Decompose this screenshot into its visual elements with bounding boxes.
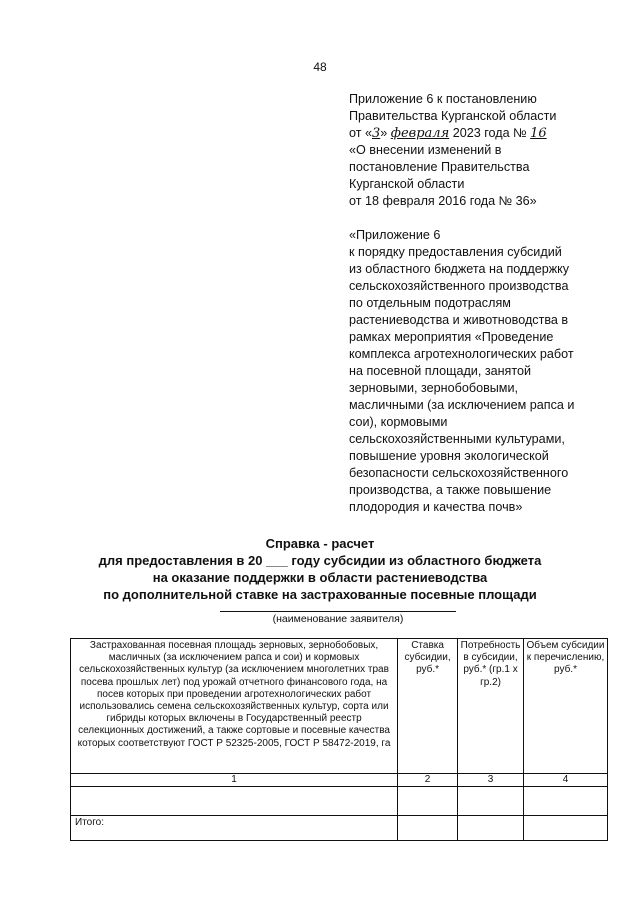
table-cell (71, 787, 398, 816)
order-line: «Приложение 6 (349, 228, 441, 242)
column-number: 2 (398, 774, 458, 787)
order-line: растениеводства и животноводства в (349, 313, 569, 327)
order-line: к порядку предоставления субсидий (349, 245, 562, 259)
table-row (71, 787, 608, 816)
table-header-row (71, 639, 608, 774)
appendix-line: Правительства Курганской области (349, 109, 557, 123)
order-line: безопасности сельскохозяйственного (349, 466, 569, 480)
column-number: 4 (524, 774, 608, 787)
order-line: масличными (за исключением рапса и (349, 398, 575, 412)
date-month-handwritten: февраля (390, 126, 450, 141)
total-row (71, 816, 608, 841)
header-cell-need: Потребность в субсидии, руб.* (гр.1 х гр.2) (458, 639, 524, 774)
table-cell (398, 816, 458, 841)
calculation-table (70, 638, 608, 841)
appendix-line: Приложение 6 к постановлению (349, 92, 537, 106)
appendix-line: от 18 февраля 2016 года № 36» (349, 194, 537, 208)
column-number: 1 (71, 774, 398, 787)
header-cell-rate: Ставка субсидии, руб.* (398, 639, 458, 774)
table-cell (398, 787, 458, 816)
doc-number-handwritten: 16 (530, 126, 547, 141)
title-line: Справка - расчет (265, 536, 375, 551)
appendix-line: «О внесении изменений в (349, 143, 502, 157)
order-line: производства, а также повышение (349, 483, 552, 497)
date-year: 2023 года № (452, 126, 527, 140)
title-line: по дополнительной ставке на застрахованные посевные площади (103, 587, 537, 602)
appendix-block (349, 91, 619, 516)
appendix-line: Курганской области (349, 177, 465, 191)
table-cell (524, 787, 608, 816)
column-number-row (71, 774, 608, 787)
order-line: повышение уровня экологической (349, 449, 549, 463)
page-number: 48 (313, 60, 327, 74)
header-cell-area: Застрахованная посевная площадь зерновых, зернобобовых, масличных (за исключением рапса и сои) и кормовых сельскохозяйственных культур (за исключением многолетних трав посева прошлых лет) под урожай отчетного финансового года, на посев которых при проведении агротехнологических работ использовались семена сельскохозяйственных культур, сорта или гибриды которых включены в Государственный реестр селекционных достижений, а также сортовые и посевные качества которых соответствуют ГОСТ Р 52325-2005, ГОСТ Р 58472-2019, га (71, 639, 398, 774)
title-line: на оказание поддержки в области растениеводства (152, 570, 488, 585)
order-line: сельскохозяйственного производства (349, 279, 569, 293)
document-title (0, 535, 640, 603)
appendix-date-line (349, 125, 619, 142)
applicant-name-caption: (наименование заявителя) (220, 611, 456, 625)
table-cell (524, 816, 608, 841)
table-cell (458, 787, 524, 816)
header-cell-volume: Объем субсидии к перечислению, руб.* (524, 639, 608, 774)
order-line: плодородия и качества почв» (349, 500, 523, 514)
order-line: сельскохозяйственными культурами, (349, 432, 565, 446)
order-line: комплекса агротехнологических работ (349, 347, 574, 361)
order-line: по отдельным подотраслям (349, 296, 511, 310)
order-line: рамках мероприятия «Проведение (349, 330, 554, 344)
order-line: на посевной площади, занятой (349, 364, 532, 378)
appendix-line: постановление Правительства (349, 160, 530, 174)
total-label: Итого: (71, 816, 398, 841)
order-line: сои), кормовыми (349, 415, 448, 429)
order-line: из областного бюджета на поддержку (349, 262, 570, 276)
date-prefix: от « (349, 126, 372, 140)
date-day-handwritten: 3 (372, 126, 381, 141)
table-cell (458, 816, 524, 841)
column-number: 3 (458, 774, 524, 787)
title-line: для предоставления в 20 ___ году субсидии из областного бюджета (98, 553, 542, 568)
date-sep: » (380, 126, 388, 140)
spacer (349, 210, 619, 227)
order-line: зерновыми, зернобобовыми, (349, 381, 519, 395)
